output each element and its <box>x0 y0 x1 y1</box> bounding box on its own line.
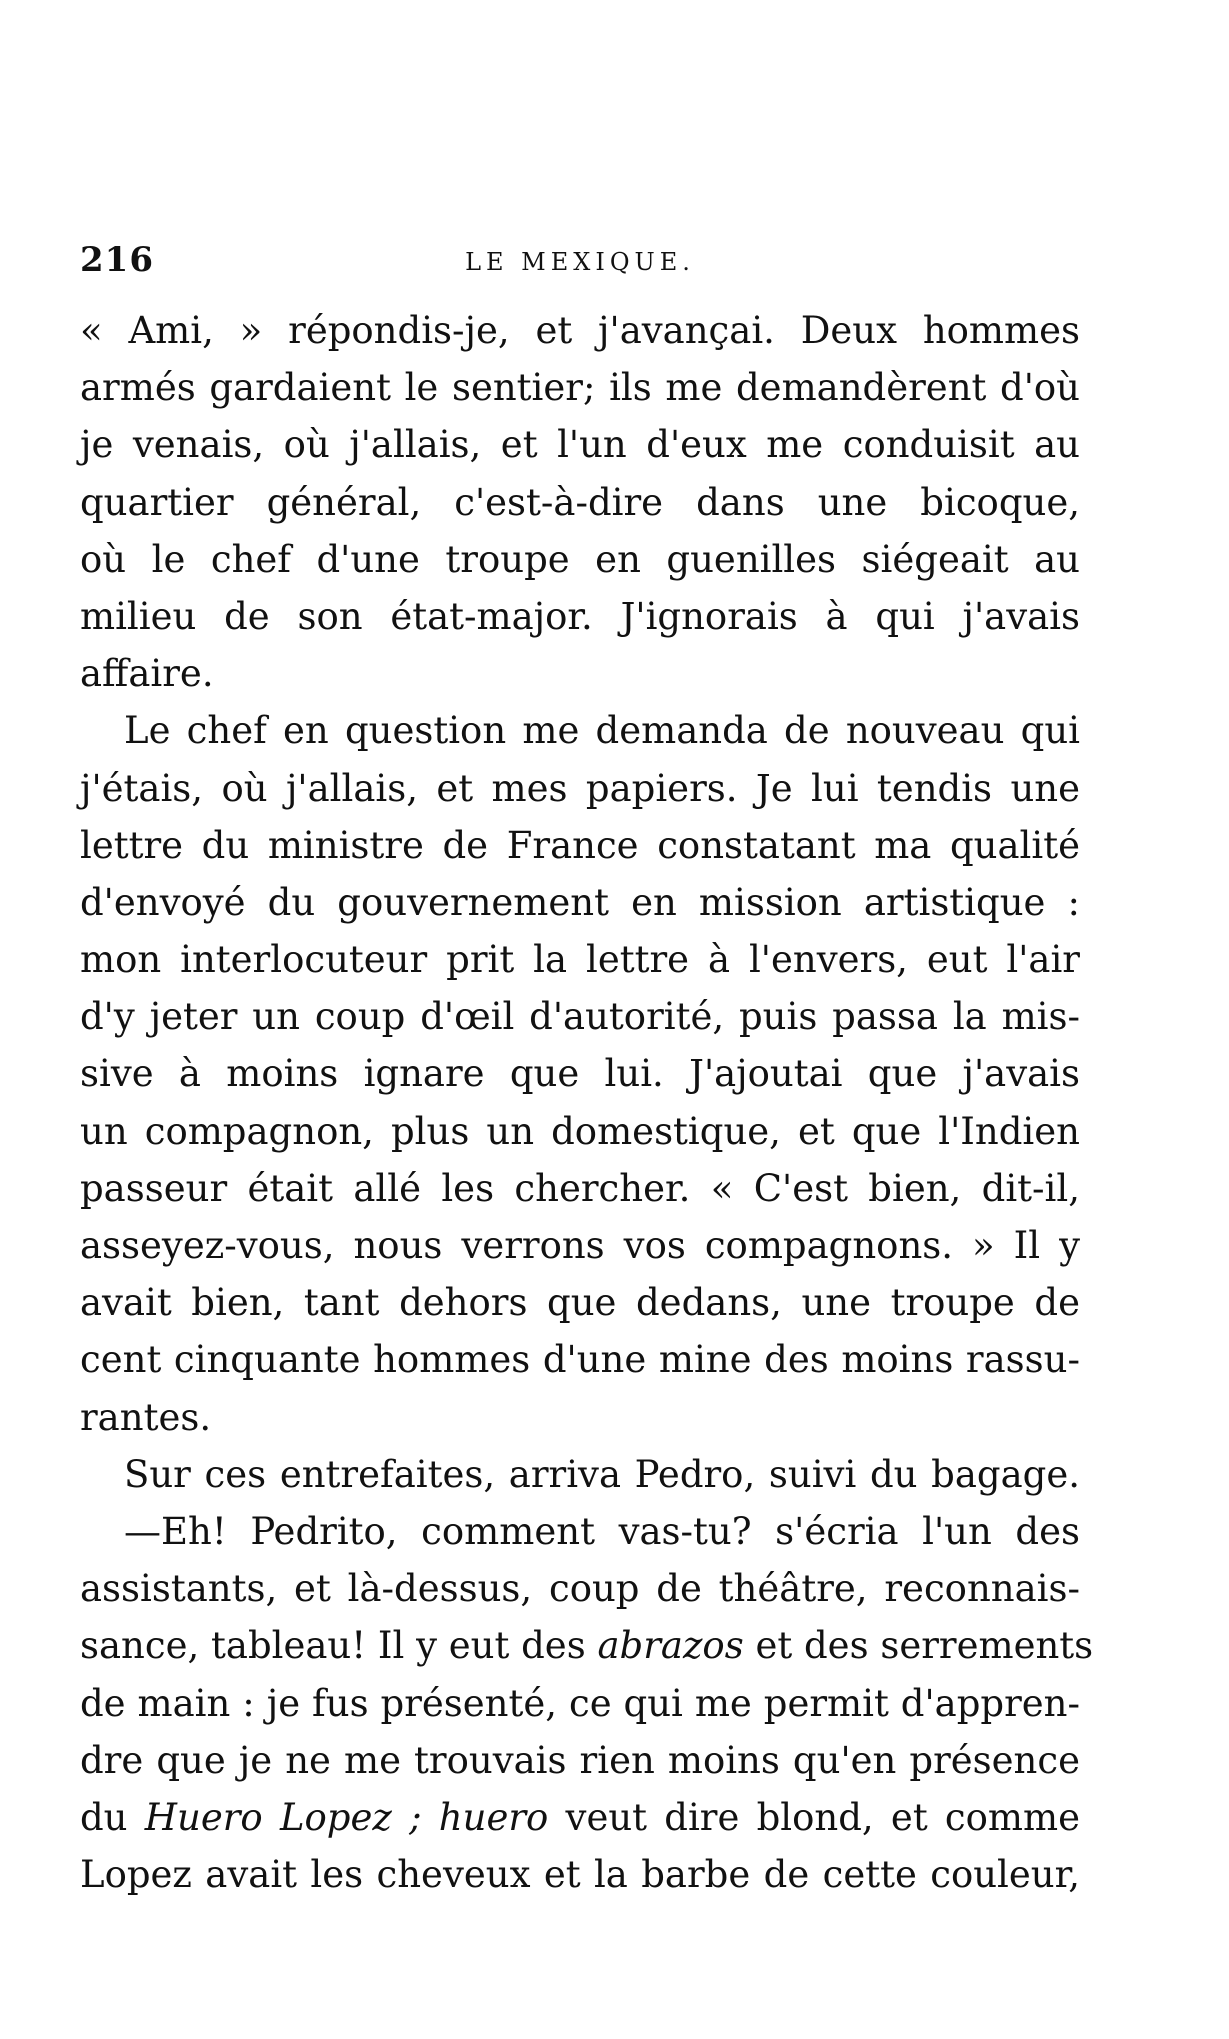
text-line: milieu de son état-major. J'ignorais à qui j'avais <box>80 594 1080 638</box>
running-title: LE MEXIQUE. <box>465 248 695 276</box>
text-line: un compagnon, plus un domestique, et que l'Indien <box>80 1109 1080 1153</box>
text-line: d'y jeter un coup d'œil d'autorité, puis passa la mis- <box>80 995 1080 1039</box>
text-segment: sance, tableau! Il y eut des <box>80 1624 586 1668</box>
text-line: quartier général, c'est-à-dire dans une bicoque, <box>80 480 1080 524</box>
text-line: je venais, où j'allais, et l'un d'eux me conduisit au <box>80 423 1080 467</box>
text-segment: veut dire blond, et comme <box>565 1795 1080 1839</box>
italic-term: abrazos <box>597 1624 744 1668</box>
text-line: « Ami, » répondis-je, et j'avançai. Deux hommes <box>80 309 1080 352</box>
text-line: mon interlocuteur prit la lettre à l'envers, eut l'air <box>80 938 1080 982</box>
text-segment: du <box>80 1795 128 1839</box>
text-line: armés gardaient le sentier; ils me demandèrent d'où <box>80 366 1080 410</box>
page-number: 216 <box>80 240 154 280</box>
text-line <box>80 1617 1094 1674</box>
text-line: de main : je fus présenté, ce qui me permit d'appren- <box>80 1681 1080 1725</box>
page-header <box>80 240 1080 290</box>
text-line: cent cinquante hommes d'une mine des moins rassu- <box>80 1338 1080 1382</box>
text-segment: et des serrements <box>755 1624 1094 1668</box>
text-line: où le chef d'une troupe en guenilles siégeait au <box>80 537 1080 581</box>
text-line: asseyez-vous, nous verrons vos compagnons. » Il y <box>80 1224 1080 1267</box>
text-line: Lopez avait les cheveux et la barbe de cette couleur, <box>80 1853 1080 1897</box>
italic-term: Huero Lopez ; huero <box>144 1795 549 1839</box>
text-line: rantes. <box>80 1395 212 1439</box>
paragraph-start-line: Sur ces entrefaites, arriva Pedro, suivi du bagage. <box>124 1452 1080 1496</box>
paragraph-start-line: Le chef en question me demanda de nouveau qui <box>124 709 1080 753</box>
text-line: d'envoyé du gouvernement en mission artistique : <box>80 880 1080 924</box>
text-line: passeur était allé les chercher. « C'est bien, dit-il, <box>80 1166 1080 1210</box>
text-line: avait bien, tant dehors que dedans, une troupe de <box>80 1281 1080 1325</box>
text-line: sive à moins ignare que lui. J'ajoutai que j'avais <box>80 1052 1080 1096</box>
body-text <box>80 302 1094 1903</box>
text-line: dre que je ne me trouvais rien moins qu'en présence <box>80 1738 1080 1782</box>
paragraph-start-line: —Eh! Pedrito, comment vas-tu? s'écria l'un des <box>124 1509 1080 1553</box>
text-line <box>80 1789 1080 1846</box>
text-line: lettre du ministre de France constatant ma qualité <box>80 823 1080 867</box>
text-line: j'étais, où j'allais, et mes papiers. Je lui tendis une <box>80 766 1080 810</box>
text-line: affaire. <box>80 652 214 696</box>
text-line: assistants, et là-dessus, coup de théâtre, reconnais- <box>80 1567 1080 1611</box>
